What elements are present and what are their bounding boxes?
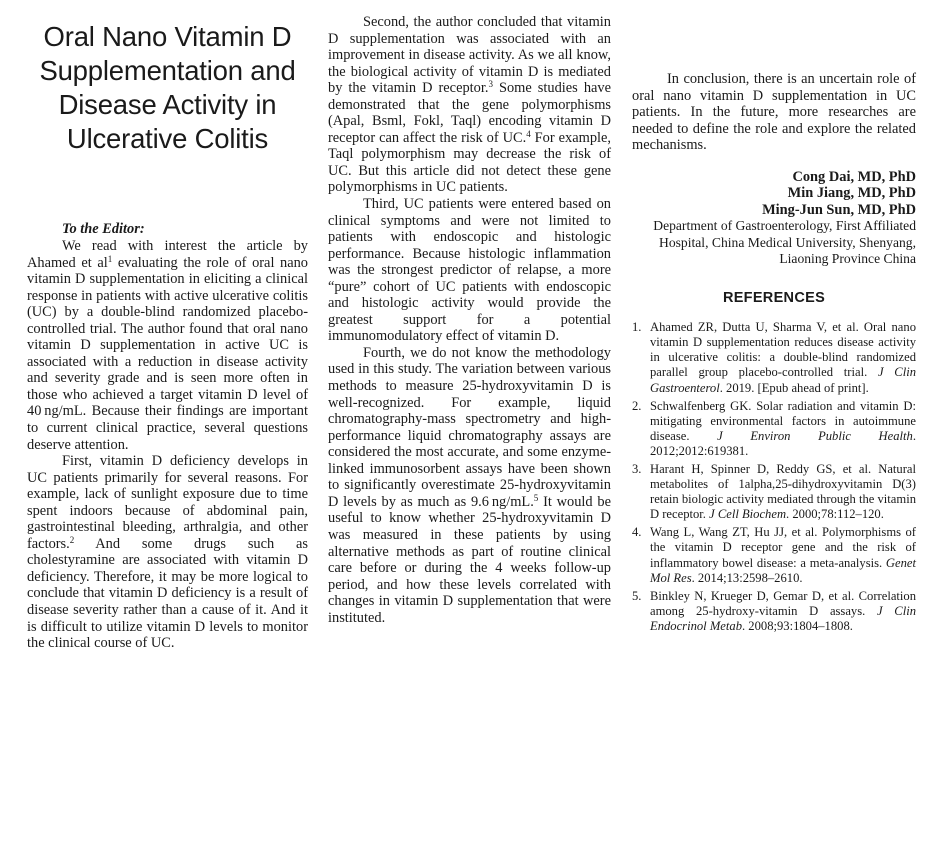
column-3 bbox=[632, 14, 916, 637]
paragraph-second: Second, the author concluded that vitamin D supplementation was associated with an improvement in disease activity. As we all know, the biological activity of vitamin D is mediated by the vitamin D receptor.$^3$ Some studies have demonstrated that the gene polymorphisms (Apal, Bsml, Fokl, Taql) encoding vitamin D receptor can affect the risk of UC.$^4$ For example, Taql polymorphism may decrease the risk of UC. But this article did not detect these gene polymorphisms in UC patients. bbox=[328, 14, 611, 196]
author-list bbox=[632, 169, 916, 219]
reference-item: 5. Binkley N, Krueger D, Gemar D, et al. Correlation among 25-hydroxy-vitamin D assays. J Clin Endocrinol Metab. 2008;93:1804–1808. bbox=[632, 588, 916, 633]
journal-name: J Environ Public Health bbox=[717, 428, 913, 443]
affiliation: Department of Gastroenterology, First Affiliated Hospital, China Medical University, Shenyang, Liaoning Province China bbox=[653, 218, 916, 267]
paragraph-first: First, vitamin D deficiency develops in UC patients primarily for several reasons. For example, lack of sunlight exposure due to time spent indoors because of abdominal pain, gastrointestinal bleeding, arthralgia, and other factors.$^2$ And some drugs such as cholestyramine are associated with vitamin D deficiency. Therefore, it may be more logical to conclude that vitamin D deficiency is a result of disease severity rather than a cause of it. And it is difficult to utilize vitamin D levels to monitor the clinical course of UC. bbox=[27, 453, 308, 652]
citation[interactable]: 1 bbox=[107, 253, 113, 264]
citation[interactable]: 3 bbox=[488, 79, 493, 90]
column-2 bbox=[328, 14, 611, 626]
column-1-body bbox=[27, 238, 308, 652]
author-name: Min Jiang, MD, PhD bbox=[787, 185, 916, 202]
reference-list bbox=[632, 320, 916, 634]
article-title: Oral Nano Vitamin D Supplementation and Disease Activity in Ulcerative Colitis bbox=[39, 21, 296, 154]
journal-name: J Cell Biochem bbox=[709, 507, 787, 522]
citation[interactable]: 4 bbox=[526, 128, 531, 139]
paragraph-conclusion: In conclusion, there is an uncertain role of oral nano vitamin D supplementation in UC patients. In the future, more researches are needed to define the role and explore the related mechanisms. bbox=[632, 71, 916, 154]
paragraph-intro: We read with interest the article by Ahamed et $al^1$ evaluating the role of oral nano vitamin D supplementation in eliciting a clinical response in patients with active ulcerative colitis (UC) by a double-blind randomized placebo-controlled trial. The author found that oral nano vitamin D supplementation in active UC is associated with a reduction in disease activity and severity grade and is seen more often in those who achieved a target vitamin D level of 40 ng/mL. Because their findings are important to current clinical practice, several questions deserve attention. bbox=[27, 238, 309, 453]
author-name: Ming-Jun Sun, MD, PhD bbox=[762, 201, 916, 218]
salutation: To the Editor: bbox=[62, 221, 145, 237]
reference-number: 5. bbox=[632, 588, 642, 603]
journal-name: J Clin Gastroenterol bbox=[650, 365, 916, 395]
reference-number: 2. bbox=[632, 398, 642, 413]
column-1 bbox=[27, 14, 309, 652]
citation[interactable]: 5 bbox=[533, 492, 539, 503]
reference-item: 1. Ahamed ZR, Dutta U, Sharma V, et al. Oral nano vitamin D supplementation reduces disease activity in ulcerative colitis: a double-blind randomized parallel group placebo-controlled trial. J Clin Gastroenterol. 2019. [Epub ahead of print]. bbox=[632, 320, 916, 395]
author-name: Cong Dai, MD, PhD bbox=[792, 168, 916, 185]
reference-item: 2. Schwalfenberg GK. Solar radiation and vitamin D: mitigating environmental factors in autoimmune disease. J Environ Public Health. 2012;2012:619381. bbox=[632, 398, 916, 458]
column-3-overflow bbox=[632, 14, 916, 71]
references-heading: REFERENCES bbox=[722, 289, 826, 306]
reference-number: 4. bbox=[632, 525, 642, 540]
paragraph-fourth: Fourth, we do not know the methodology used in this study. The variation between various methods to measure 25-hydroxyvitamin D is well-recognized. For example, liquid chromatography-mass spectrometry and high-performance liquid chromatography assays are considered the most accurate, and some enzyme-linked immunosorbent assays have been shown to significantly overestimate 25-hydroxyvitamin D levels by as much as 9.6 ng/mL.$^5$ It would be useful to know whether 25-hydroxyvitamin D was measured in these patients by using alternative methods as part of routine clinical care before or during the 4 weeks follow-up period, and how these levels correlated with changes in vitamin D supplementation that were instituted. bbox=[328, 344, 611, 626]
reference-item: 4. Wang L, Wang ZT, Hu JJ, et al. Polymorphisms of the vitamin D receptor gene and the risk of inflammatory bowel disease: a meta-analysis. Genet Mol Res. 2014;13:2598–2610. bbox=[632, 525, 916, 585]
reference-number: 3. bbox=[632, 461, 642, 476]
journal-name: Genet Mol Res bbox=[650, 555, 916, 585]
reference-number: 1. bbox=[632, 320, 642, 335]
paragraph-third: Third, UC patients were entered based on clinical symptoms and were not limited to patients with endoscopic and histologic performance. Because histologic inflammation was the strongest predictor of relapse, a more “pure” cohort of UC patients with endoscopic and histologic activity would provide the greatest support for a potential immunomodulatory effect of vitamin D. bbox=[328, 196, 611, 345]
citation[interactable]: 2 bbox=[69, 534, 75, 545]
journal-name: J Clin Endocrinol Metab bbox=[650, 603, 916, 633]
reference-item: 3. Harant H, Spinner D, Reddy GS, et al. Natural metabolites of 1alpha,25-dihydroxyvitamin D(3) retain biologic activity mediated through the vitamin D receptor. J Cell Biochem. 2000;78:112–120. bbox=[632, 461, 916, 522]
